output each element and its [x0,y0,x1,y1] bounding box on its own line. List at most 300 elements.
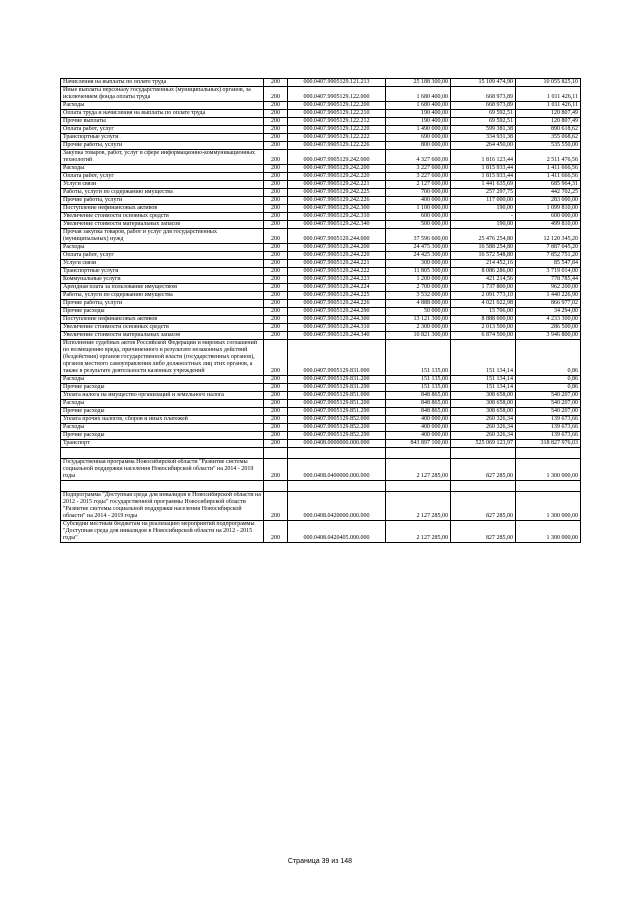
row-executed-amount-cell: 1 816 123,44 [451,150,516,165]
row-executed-amount-cell: 1 441 635,69 [451,181,516,189]
row-unexecuted-amount-cell: 139 673,66 [516,416,581,424]
row-approved-amount-cell: 843 897 100,00 [386,440,451,448]
row-unexecuted-amount-cell: 7 852 751,20 [516,252,581,260]
row-executed-amount-cell: 599 381,38 [451,126,516,134]
table-row [61,400,581,408]
row-executed-amount-cell: 260 326,34 [451,424,516,432]
row-unexecuted-amount-cell: 85 547,84 [516,260,581,268]
row-executed-amount-cell: 308 658,00 [451,400,516,408]
row-code-cell: 200 [264,173,288,181]
row-unexecuted-amount-cell: 3 719 014,00 [516,268,581,276]
row-unexecuted-amount-cell: 120 807,49 [516,110,581,118]
empty-cell [288,481,386,492]
row-unexecuted-amount-cell: 1 300 000,00 [516,492,581,521]
row-executed-amount-cell: 1 737 800,00 [451,284,516,292]
row-name-cell: Услуги связи [61,260,264,268]
row-name-cell: Услуги связи [61,181,264,189]
row-classification-code-cell: 000.0408.0400000.000.000 [288,459,386,481]
row-executed-amount-cell: 6 874 500,00 [451,332,516,340]
row-executed-amount-cell: 151 134,14 [451,384,516,392]
table-row [61,197,581,205]
row-executed-amount-cell: 668 973,89 [451,87,516,102]
row-approved-amount-cell: 3 227 600,00 [386,173,451,181]
row-unexecuted-amount-cell: 1 099 810,00 [516,205,581,213]
row-approved-amount-cell: 848 865,00 [386,408,451,416]
row-code-cell: 200 [264,308,288,316]
empty-cell [386,481,451,492]
row-name-cell: Расходы [61,400,264,408]
row-classification-code-cell: 000.0407.9905129.122.220 [288,126,386,134]
row-unexecuted-amount-cell: 7 887 045,20 [516,244,581,252]
row-unexecuted-amount-cell: 962 200,00 [516,284,581,292]
table-row [61,308,581,316]
row-unexecuted-amount-cell: 540 207,00 [516,400,581,408]
row-executed-amount-cell: 4 021 022,98 [451,300,516,308]
table-row [61,292,581,300]
table-row [61,134,581,142]
row-code-cell: 200 [264,87,288,102]
table-row [61,244,581,252]
row-name-cell: Увеличение стоимости основных средств [61,324,264,332]
table-row [61,205,581,213]
table-row [61,102,581,110]
row-unexecuted-amount-cell: 0,86 [516,384,581,392]
table-row [61,173,581,181]
row-approved-amount-cell: 1 490 000,00 [386,126,451,134]
empty-cell [451,481,516,492]
row-approved-amount-cell: 2 127 285,00 [386,492,451,521]
row-classification-code-cell: 000.0407.9905129.242.221 [288,181,386,189]
row-classification-code-cell: 000.0407.9905129.852.000 [288,416,386,424]
row-approved-amount-cell: 700 000,00 [386,189,451,197]
row-name-cell: Закупка товаров, работ, услуг в сфере информационно-коммуникационных технологий [61,150,264,165]
row-approved-amount-cell: 2 127 600,00 [386,181,451,189]
table-row [61,110,581,118]
table-row [61,392,581,400]
row-executed-amount-cell: 2 091 773,10 [451,292,516,300]
row-approved-amount-cell: 2 300 000,00 [386,324,451,332]
row-approved-amount-cell: 24 475 300,00 [386,244,451,252]
row-classification-code-cell: 000.0407.9905129.121.213 [288,79,386,87]
row-code-cell: 200 [264,292,288,300]
row-name-cell: Расходы [61,102,264,110]
row-name-cell: Прочие расходы [61,432,264,440]
row-name-cell: Работы, услуги по содержанию имущества [61,292,264,300]
row-unexecuted-amount-cell: 120 807,49 [516,118,581,126]
row-executed-amount-cell: 827 285,00 [451,459,516,481]
row-code-cell: 200 [264,268,288,276]
row-executed-amount-cell: 117 000,00 [451,197,516,205]
row-unexecuted-amount-cell: 1 300 000,00 [516,521,581,543]
row-unexecuted-amount-cell: 1 440 226,90 [516,292,581,300]
row-executed-amount-cell: 16 588 254,80 [451,244,516,252]
row-approved-amount-cell: 13 121 300,00 [386,316,451,324]
table-row [61,376,581,384]
row-code-cell: 200 [264,110,288,118]
row-executed-amount-cell: 25 476 254,80 [451,229,516,244]
row-executed-amount-cell: 525 069 123,97 [451,440,516,448]
table-row [61,459,581,481]
row-approved-amount-cell: 400 000,00 [386,416,451,424]
row-code-cell: 200 [264,229,288,244]
row-classification-code-cell: 000.0407.9905129.244.224 [288,284,386,292]
table-row [61,252,581,260]
row-approved-amount-cell: 300 000,00 [386,260,451,268]
row-unexecuted-amount-cell: 139 673,66 [516,424,581,432]
row-unexecuted-amount-cell: 3 946 800,00 [516,332,581,340]
row-executed-amount-cell: 827 285,00 [451,521,516,543]
table-row [61,340,581,376]
row-name-cell: Коммунальные услуги [61,276,264,284]
row-name-cell: Прочие работы, услуги [61,300,264,308]
row-code-cell: 200 [264,384,288,392]
row-classification-code-cell: 000.0407.9905129.244.226 [288,300,386,308]
table-spacer-row [61,448,581,459]
table-row [61,150,581,165]
row-code-cell: 200 [264,492,288,521]
row-name-cell: Прочие расходы [61,308,264,316]
row-executed-amount-cell: 334 931,38 [451,134,516,142]
table-row [61,221,581,229]
row-classification-code-cell: 000.0407.9905129.242.300 [288,205,386,213]
row-classification-code-cell: 000.0407.9905129.852.200 [288,424,386,432]
row-classification-code-cell: 000.0407.9905129.242.200 [288,165,386,173]
row-approved-amount-cell: 3 227 600,00 [386,165,451,173]
row-unexecuted-amount-cell: 286 500,00 [516,324,581,332]
row-unexecuted-amount-cell: 1 011 426,11 [516,87,581,102]
row-unexecuted-amount-cell: 12 120 345,20 [516,229,581,244]
row-classification-code-cell: 000.0407.9905129.122.226 [288,142,386,150]
row-name-cell: Прочая закупка товаров, работ и услуг для государственных (муниципальных) нужд [61,229,264,244]
row-executed-amount-cell: 2 013 500,00 [451,324,516,332]
row-approved-amount-cell: 1 680 400,00 [386,87,451,102]
row-code-cell: 200 [264,165,288,173]
row-executed-amount-cell: 668 973,89 [451,102,516,110]
row-code-cell: 200 [264,79,288,87]
row-approved-amount-cell: 2 127 285,00 [386,459,451,481]
table-row [61,79,581,87]
row-name-cell: Государственная программа Новосибирской области "Развитие системы социальной поддержки населения Новосибирской области" на 2014 - 2019 годы [61,459,264,481]
row-approved-amount-cell: 4 888 000,00 [386,300,451,308]
row-unexecuted-amount-cell: 535 550,00 [516,142,581,150]
row-name-cell: Транспортные услуги [61,268,264,276]
row-code-cell: 200 [264,252,288,260]
empty-cell [61,448,264,459]
row-classification-code-cell: 000.0408.0000000.000.000 [288,440,386,448]
row-executed-amount-cell: 1 815 933,44 [451,165,516,173]
row-classification-code-cell: 000.0408.0420405.000.000 [288,521,386,543]
row-executed-amount-cell: 260 326,34 [451,432,516,440]
empty-cell [516,481,581,492]
empty-cell [61,481,264,492]
row-name-cell: Иные выплаты персоналу государственных (муниципальных) органов, за исключением фонда оплаты труда [61,87,264,102]
row-code-cell: 200 [264,408,288,416]
row-approved-amount-cell: 24 425 300,00 [386,252,451,260]
row-name-cell: Работы, услуги по содержанию имущества [61,189,264,197]
empty-cell [516,448,581,459]
empty-cell [386,448,451,459]
table-row [61,521,581,543]
row-code-cell: 200 [264,276,288,284]
row-classification-code-cell: 000.0407.9905129.122.200 [288,102,386,110]
row-classification-code-cell: 000.0407.9905129.851.290 [288,408,386,416]
row-classification-code-cell: 000.0407.9905129.242.220 [288,173,386,181]
row-name-cell: Исполнение судебных актов Российской Федерации и мировых соглашений по возмещению вреда, причиненного в результате незаконных действий (бездействия) органов государственной власти (государственных органов), органов местного самоуправления либо должностных лиц этих органов, а также в результате деятельности казенных учреждений [61,340,264,376]
row-unexecuted-amount-cell: 1 011 426,11 [516,102,581,110]
row-name-cell: Прочие работы, услуги [61,142,264,150]
row-code-cell: 200 [264,126,288,134]
row-name-cell: Увеличение стоимости материальных запасов [61,221,264,229]
row-classification-code-cell: 000.0407.9905129.244.290 [288,308,386,316]
row-code-cell: 200 [264,459,288,481]
row-code-cell: 200 [264,440,288,448]
row-unexecuted-amount-cell: 540 207,00 [516,392,581,400]
row-code-cell: 200 [264,260,288,268]
row-classification-code-cell: 000.0407.9905129.122.210 [288,110,386,118]
row-executed-amount-cell: 8 086 286,00 [451,268,516,276]
row-code-cell: 200 [264,181,288,189]
row-executed-amount-cell: 308 658,00 [451,392,516,400]
table-row [61,268,581,276]
row-unexecuted-amount-cell: 442 702,25 [516,189,581,197]
row-executed-amount-cell: 8 888 000,00 [451,316,516,324]
row-code-cell: 200 [264,284,288,292]
row-classification-code-cell: 000.0407.9905129.242.000 [288,150,386,165]
table-row [61,384,581,392]
row-code-cell: 200 [264,189,288,197]
row-executed-amount-cell: 151 134,14 [451,340,516,376]
table-row [61,324,581,332]
row-approved-amount-cell: 500 000,00 [386,221,451,229]
row-approved-amount-cell: 400 000,00 [386,432,451,440]
table-row [61,189,581,197]
table-row [61,416,581,424]
row-unexecuted-amount-cell: 283 000,00 [516,197,581,205]
table-spacer-row [61,481,581,492]
row-code-cell: 200 [264,416,288,424]
row-classification-code-cell: 000.0407.9905129.244.220 [288,252,386,260]
row-executed-amount-cell: 421 214,56 [451,276,516,284]
table-row [61,284,581,292]
row-name-cell: Увеличение стоимости основных средств [61,213,264,221]
row-approved-amount-cell: 600 000,00 [386,213,451,221]
row-code-cell: 200 [264,150,288,165]
row-executed-amount-cell: 151 134,14 [451,376,516,384]
table-row [61,300,581,308]
row-approved-amount-cell: 400 000,00 [386,424,451,432]
row-code-cell: 200 [264,324,288,332]
row-approved-amount-cell: 151 135,00 [386,340,451,376]
row-executed-amount-cell: 1 815 933,44 [451,173,516,181]
row-code-cell: 200 [264,244,288,252]
row-name-cell: Оплата труда и начисления на выплаты по оплате труда [61,110,264,118]
row-classification-code-cell: 000.0407.9905129.244.223 [288,276,386,284]
row-name-cell: Оплата работ, услуг [61,173,264,181]
table-row [61,424,581,432]
row-code-cell: 200 [264,102,288,110]
row-name-cell: Прочие выплаты [61,118,264,126]
row-classification-code-cell: 000.0407.9905129.831.000 [288,340,386,376]
row-classification-code-cell: 000.0407.9905129.242.226 [288,197,386,205]
row-classification-code-cell: 000.0407.9905129.242.225 [288,189,386,197]
row-name-cell: Поступление нефинансовых активов [61,205,264,213]
row-code-cell: 200 [264,213,288,221]
row-executed-amount-cell: 257 297,75 [451,189,516,197]
row-code-cell: 200 [264,340,288,376]
table-row [61,229,581,244]
row-classification-code-cell: 000.0407.9905129.851.000 [288,392,386,400]
row-unexecuted-amount-cell: 1 411 666,56 [516,165,581,173]
row-unexecuted-amount-cell: 600 000,00 [516,213,581,221]
row-code-cell: 200 [264,197,288,205]
row-executed-amount-cell: 15 109 474,90 [451,79,516,87]
row-approved-amount-cell: 11 805 300,00 [386,268,451,276]
row-executed-amount-cell: - [451,213,516,221]
row-executed-amount-cell: 260 326,34 [451,416,516,424]
row-executed-amount-cell: 264 450,00 [451,142,516,150]
row-name-cell: Уплата налога на имущество организаций и земельного налога [61,392,264,400]
row-approved-amount-cell: 848 865,00 [386,392,451,400]
row-code-cell: 200 [264,118,288,126]
row-classification-code-cell: 000.0407.9905129.244.200 [288,244,386,252]
row-unexecuted-amount-cell: 139 673,66 [516,432,581,440]
table-row [61,440,581,448]
table-body [61,79,581,543]
row-unexecuted-amount-cell: 0,86 [516,376,581,384]
row-code-cell: 200 [264,316,288,324]
table-row [61,87,581,102]
row-classification-code-cell: 000.0408.0420000.000.000 [288,492,386,521]
row-unexecuted-amount-cell: 1 411 666,56 [516,173,581,181]
row-approved-amount-cell: 2 127 285,00 [386,521,451,543]
row-executed-amount-cell: 214 452,16 [451,260,516,268]
row-approved-amount-cell: 848 865,00 [386,400,451,408]
row-code-cell: 200 [264,376,288,384]
empty-cell [288,448,386,459]
row-name-cell: Прочие расходы [61,384,264,392]
row-approved-amount-cell: 190 400,00 [386,110,451,118]
row-name-cell: Прочие работы, услуги [61,197,264,205]
row-classification-code-cell: 000.0407.9905129.852.290 [288,432,386,440]
table-row [61,142,581,150]
row-classification-code-cell: 000.0407.9905129.244.300 [288,316,386,324]
row-unexecuted-amount-cell: 318 827 976,03 [516,440,581,448]
row-code-cell: 200 [264,521,288,543]
row-classification-code-cell: 000.0407.9905129.244.225 [288,292,386,300]
row-name-cell: Уплата прочих налогов, сборов и иных платежей [61,416,264,424]
row-executed-amount-cell: 69 592,51 [451,118,516,126]
row-approved-amount-cell: 10 821 300,00 [386,332,451,340]
row-classification-code-cell: 000.0407.9905129.242.310 [288,213,386,221]
budget-execution-table [60,78,581,543]
row-unexecuted-amount-cell: 778 785,44 [516,276,581,284]
row-executed-amount-cell: 308 658,00 [451,408,516,416]
table-row [61,432,581,440]
row-code-cell: 200 [264,400,288,408]
row-classification-code-cell: 000.0407.9905129.242.340 [288,221,386,229]
row-code-cell: 200 [264,424,288,432]
table-row [61,165,581,173]
row-approved-amount-cell: 25 188 300,00 [386,79,451,87]
row-name-cell: Оплата работ, услуг [61,252,264,260]
row-code-cell: 200 [264,134,288,142]
row-unexecuted-amount-cell: 890 618,62 [516,126,581,134]
row-classification-code-cell: 000.0407.9905129.122.000 [288,87,386,102]
row-approved-amount-cell: 151 135,00 [386,376,451,384]
row-unexecuted-amount-cell: 0,86 [516,340,581,376]
row-executed-amount-cell: 69 592,51 [451,110,516,118]
row-classification-code-cell: 000.0407.9905129.244.310 [288,324,386,332]
row-name-cell: Поступление нефинансовых активов [61,316,264,324]
row-name-cell: Оплата работ, услуг [61,126,264,134]
row-unexecuted-amount-cell: 355 068,62 [516,134,581,142]
row-executed-amount-cell: 15 706,00 [451,308,516,316]
row-unexecuted-amount-cell: 685 964,31 [516,181,581,189]
row-code-cell: 200 [264,300,288,308]
row-unexecuted-amount-cell: 540 207,00 [516,408,581,416]
row-unexecuted-amount-cell: 866 977,02 [516,300,581,308]
row-approved-amount-cell: 151 135,00 [386,384,451,392]
row-name-cell: Прочие расходы [61,408,264,416]
row-approved-amount-cell: 3 532 000,00 [386,292,451,300]
row-name-cell: Расходы [61,165,264,173]
row-approved-amount-cell: 2 700 000,00 [386,284,451,292]
row-name-cell: Начисления на выплаты по оплате труда [61,79,264,87]
row-approved-amount-cell: 1 200 000,00 [386,276,451,284]
row-name-cell: Подпрограмма "Доступная среда для инвалидов в Новосибирской области на 2012 - 2015 годы" государственной программы Новосибирской области "Развитие системы социальной поддержки населения Новосибирской области" на 2014 - 2019 годы [61,492,264,521]
row-approved-amount-cell: 50 000,00 [386,308,451,316]
row-executed-amount-cell: 827 285,00 [451,492,516,521]
row-executed-amount-cell: 190,00 [451,221,516,229]
row-name-cell: Расходы [61,244,264,252]
row-unexecuted-amount-cell: 1 300 000,00 [516,459,581,481]
table-row [61,316,581,324]
row-executed-amount-cell: 190,00 [451,205,516,213]
empty-cell [264,448,288,459]
row-unexecuted-amount-cell: 10 055 825,10 [516,79,581,87]
row-executed-amount-cell: 16 572 548,80 [451,252,516,260]
row-classification-code-cell: 000.0407.9905129.122.222 [288,134,386,142]
row-approved-amount-cell: 800 000,00 [386,142,451,150]
row-name-cell: Увеличение стоимости материальных запасов [61,332,264,340]
row-classification-code-cell: 000.0407.9905129.831.290 [288,384,386,392]
row-code-cell: 200 [264,332,288,340]
row-approved-amount-cell: 1 100 000,00 [386,205,451,213]
table-row [61,181,581,189]
row-approved-amount-cell: 1 680 400,00 [386,102,451,110]
row-name-cell: Транспорт [61,440,264,448]
table-row [61,276,581,284]
row-code-cell: 200 [264,432,288,440]
row-approved-amount-cell: 400 000,00 [386,197,451,205]
row-classification-code-cell: 000.0407.9905129.244.000 [288,229,386,244]
row-classification-code-cell: 000.0407.9905129.244.340 [288,332,386,340]
table-row [61,126,581,134]
row-classification-code-cell: 000.0407.9905129.244.222 [288,268,386,276]
table-row [61,408,581,416]
empty-cell [451,448,516,459]
row-unexecuted-amount-cell: 2 511 476,56 [516,150,581,165]
row-name-cell: Транспортные услуги [61,134,264,142]
row-unexecuted-amount-cell: 4 233 300,00 [516,316,581,324]
table-row [61,492,581,521]
row-classification-code-cell: 000.0407.9905129.122.212 [288,118,386,126]
empty-cell [264,481,288,492]
table-row [61,118,581,126]
row-unexecuted-amount-cell: 34 294,00 [516,308,581,316]
row-code-cell: 200 [264,221,288,229]
row-classification-code-cell: 000.0407.9905129.831.200 [288,376,386,384]
